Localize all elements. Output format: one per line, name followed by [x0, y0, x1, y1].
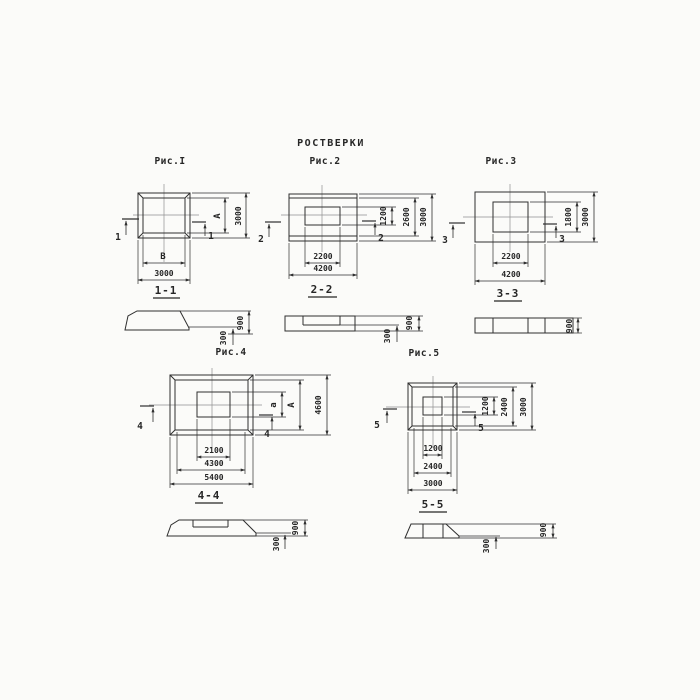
fig1-cut-mark-right	[192, 222, 214, 242]
fig2-dim-inner-width-label: 2200	[313, 252, 333, 261]
fig2-inner-recess	[305, 207, 340, 225]
fig4-dim-outer-height-label: 4600	[314, 395, 323, 415]
fig1-cut-mark-left	[115, 219, 139, 243]
fig3-dim-inner-width	[493, 234, 528, 267]
fig2-section-shape	[285, 316, 355, 331]
fig5-group	[374, 348, 557, 553]
fig3-cut-number: 3	[559, 234, 565, 245]
fig5-section-shape	[405, 524, 459, 538]
fig2-group	[258, 156, 436, 343]
fig5-section-view	[405, 523, 557, 554]
fig4-dim-mid-height-label: А	[287, 402, 297, 408]
fig2-section-label: 2-2	[310, 283, 334, 296]
fig2-section-height-label: 900	[405, 315, 414, 331]
fig2-cut-number: 2	[258, 234, 264, 245]
fig5-dim-mid-width-label: 2400	[423, 462, 443, 471]
fig5-dim-mid-height-label: 2400	[500, 397, 509, 417]
fig2-dim-inner-height	[342, 206, 396, 225]
fig1-cut-number: 1	[208, 231, 214, 242]
fig5-section-height-label: 900	[539, 522, 548, 538]
fig1-caption: Рис.I	[154, 156, 186, 167]
fig2-section-toe-label: 300	[383, 328, 392, 344]
fig1-cut-number: 1	[115, 232, 121, 243]
fig5-dim-inner-width-label: 1200	[423, 444, 443, 453]
fig4-caption: Рис.4	[215, 347, 247, 358]
fig2-dim-mid-height	[359, 198, 419, 236]
fig2-dim-inner-height-label: 1200	[379, 206, 388, 226]
fig4-dim-inner-width	[197, 419, 230, 461]
fig1-dim-outer-height-label: 3000	[234, 206, 243, 226]
fig5-dim-outer-width-label: 3000	[423, 479, 443, 488]
fig2-outer-contour	[289, 194, 357, 241]
fig2-dim-outer-height	[359, 194, 436, 241]
fig4-cut-number: 4	[264, 429, 270, 440]
fig3-section-view	[475, 318, 582, 333]
fig2-cut-number: 2	[378, 233, 384, 244]
fig2-caption: Рис.2	[309, 156, 341, 167]
fig4-inner-recess	[197, 392, 230, 417]
fig4-section-view	[167, 520, 308, 551]
fig1-section-label: 1-1	[154, 284, 178, 297]
fig3-section-label: 3-3	[496, 287, 520, 300]
fig1-section-toe-label: 300	[219, 330, 228, 346]
fig5-cut-number: 5	[374, 420, 380, 431]
fig3-caption: Рис.3	[485, 156, 517, 167]
fig5-section-toe-label: 300	[482, 538, 491, 554]
fig4-dim-inner-width-label: 2100	[204, 446, 224, 455]
fig5-dim-outer-height	[459, 383, 536, 430]
fig5-section-label: 5-5	[421, 498, 445, 511]
fig2-dim-outer-width-label: 4200	[313, 264, 333, 273]
fig1-section-shape	[125, 311, 189, 330]
fig4-cut-mark-left	[137, 406, 154, 432]
fig4-section-height-label: 900	[291, 520, 300, 536]
fig4-group	[137, 347, 331, 551]
fig1-dim-inner-height-label: А	[213, 213, 223, 219]
fig3-cut-mark-left	[442, 223, 465, 246]
fig5-plan	[408, 383, 457, 430]
fig1-group	[115, 156, 253, 345]
fig1-dim-inner-height	[187, 198, 229, 233]
fig2-dim-inner-width	[305, 227, 340, 267]
fig5-dim-inner-height-label: 1200	[481, 396, 490, 416]
fig4-dim-mid-width-label: 4300	[204, 459, 224, 468]
fig3-dim-outer-width-label: 4200	[501, 270, 521, 279]
fig2-cut-mark-left	[258, 222, 281, 245]
fig3-section-shape	[475, 318, 573, 333]
fig1-section-height-label: 900	[236, 315, 245, 331]
fig3-group	[442, 156, 598, 333]
fig5-cut-number: 5	[478, 423, 484, 434]
fig1-dim-inner-width-label: В	[160, 252, 166, 262]
fig2-dim-outer-height-label: 3000	[419, 207, 428, 227]
fig5-dim-inner-height	[444, 396, 498, 415]
fig2-centerlines	[281, 185, 367, 252]
fig2-dim-mid-height-label: 2600	[402, 207, 411, 227]
fig5-dim-outer-height-label: 3000	[519, 397, 528, 417]
fig2-plan	[289, 194, 357, 241]
fig5-cut-mark-left	[374, 409, 397, 431]
fig4-section-shape	[167, 520, 256, 536]
fig3-section-height-label: 900	[565, 318, 574, 334]
fig3-dim-outer-height-label: 3000	[581, 207, 590, 227]
fig4-cut-number: 4	[137, 421, 143, 432]
fig1-dim-outer-width-label: 3000	[154, 269, 174, 278]
fig4-cut-mark-right	[259, 415, 273, 440]
fig1-section-view	[125, 311, 253, 345]
fig4-dim-inner-height-label: а	[269, 402, 279, 408]
fig4-dim-inner-height	[232, 392, 286, 417]
sheet-title: РОСТВЕРКИ	[297, 138, 365, 149]
fig4-dim-outer-width-label: 5400	[204, 473, 224, 482]
fig3-cut-number: 3	[442, 235, 448, 246]
fig5-inner-recess	[423, 397, 442, 415]
fig5-caption: Рис.5	[408, 348, 440, 359]
fig3-dim-inner-width-label: 2200	[501, 252, 521, 261]
fig2-section-view	[285, 316, 423, 344]
fig2-dim-outer-width	[289, 243, 357, 279]
fig4-section-label: 4-4	[197, 489, 221, 502]
fig4-section-toe-label: 300	[272, 536, 281, 552]
fig5-inner-contour	[412, 387, 453, 426]
fig3-dim-inner-height-label: 1800	[564, 207, 573, 227]
fig5-outer-contour	[408, 383, 457, 430]
